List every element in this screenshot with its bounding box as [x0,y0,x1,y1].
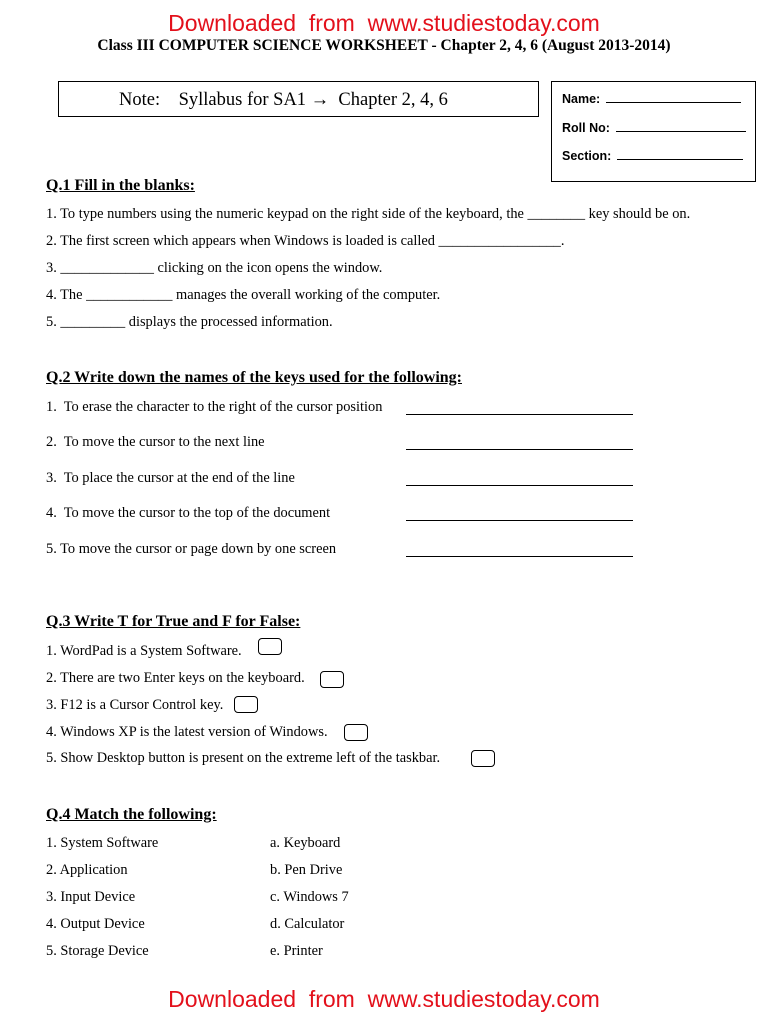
answer-checkbox[interactable] [234,696,258,713]
q3-item: 3. F12 is a Cursor Control key. [46,697,224,713]
q2-item: 5. To move the cursor or page down by one screen [46,541,337,557]
answer-line[interactable] [406,414,633,415]
answer-checkbox[interactable] [258,638,282,655]
roll-no-field[interactable] [616,119,746,132]
name-row [562,90,741,106]
q1-item: 1. To type numbers using the numeric keypad on the right side of the keyboard, the ________ key should be on. [46,206,691,222]
match-left-item: 2. Application [46,862,128,878]
q2-item: 3. To place the cursor at the end of the line [46,470,295,486]
q3-heading: Q.3 Write T for True and F for False: [46,613,301,630]
section-label: Section: [562,149,612,163]
q2-item: 2. To move the cursor to the next line [46,434,265,450]
worksheet-title: Class III COMPUTER SCIENCE WORKSHEET - Chapter 2, 4, 6 (August 2013-2014) [97,37,671,54]
answer-checkbox[interactable] [471,750,495,767]
q3-item: 2. There are two Enter keys on the keyboard. [46,670,305,686]
q2-heading: Q.2 Write down the names of the keys used for the following: [46,369,462,386]
note-text: Note: Syllabus for SA1 → Chapter 2, 4, 6 [119,90,448,110]
match-right-item: a. Keyboard [270,835,341,851]
answer-checkbox[interactable] [344,724,368,741]
match-left-item: 5. Storage Device [46,943,149,959]
q1-item: 2. The first screen which appears when Windows is loaded is called _________________. [46,233,565,249]
q3-item: 4. Windows XP is the latest version of Windows. [46,724,328,740]
name-field[interactable] [606,90,741,103]
match-left-item: 1. System Software [46,835,159,851]
match-right-item: d. Calculator [270,916,345,932]
q1-heading: Q.1 Fill in the blanks: [46,177,195,194]
section-row [562,147,743,163]
q1-item: 4. The ____________ manages the overall working of the computer. [46,287,441,303]
answer-checkbox[interactable] [320,671,344,688]
q2-item: 1. To erase the character to the right of the cursor position [46,399,383,415]
name-label: Name: [562,92,601,106]
answer-line[interactable] [406,485,633,486]
match-left-item: 3. Input Device [46,889,136,905]
match-right-item: b. Pen Drive [270,862,343,878]
q1-item: 5. _________ displays the processed information. [46,314,333,330]
q2-item: 4. To move the cursor to the top of the document [46,505,331,521]
student-info-box [551,81,756,182]
q1-item: 3. _____________ clicking on the icon opens the window. [46,260,383,276]
roll-row [562,119,746,135]
download-banner-bottom: Downloaded from www.studiestoday.com [168,986,600,1012]
note-box [58,81,539,117]
q3-item: 1. WordPad is a System Software. [46,643,242,659]
download-banner-top: Downloaded from www.studiestoday.com [168,10,600,36]
answer-line[interactable] [406,449,633,450]
roll-label: Roll No: [562,121,610,135]
section-field[interactable] [617,147,743,160]
q3-item: 5. Show Desktop button is present on the extreme left of the taskbar. [46,750,441,766]
match-left-item: 4. Output Device [46,916,145,932]
match-right-item: e. Printer [270,943,323,959]
q4-heading: Q.4 Match the following: [46,806,217,823]
match-right-item: c. Windows 7 [270,889,349,905]
answer-line[interactable] [406,556,633,557]
answer-line[interactable] [406,520,633,521]
